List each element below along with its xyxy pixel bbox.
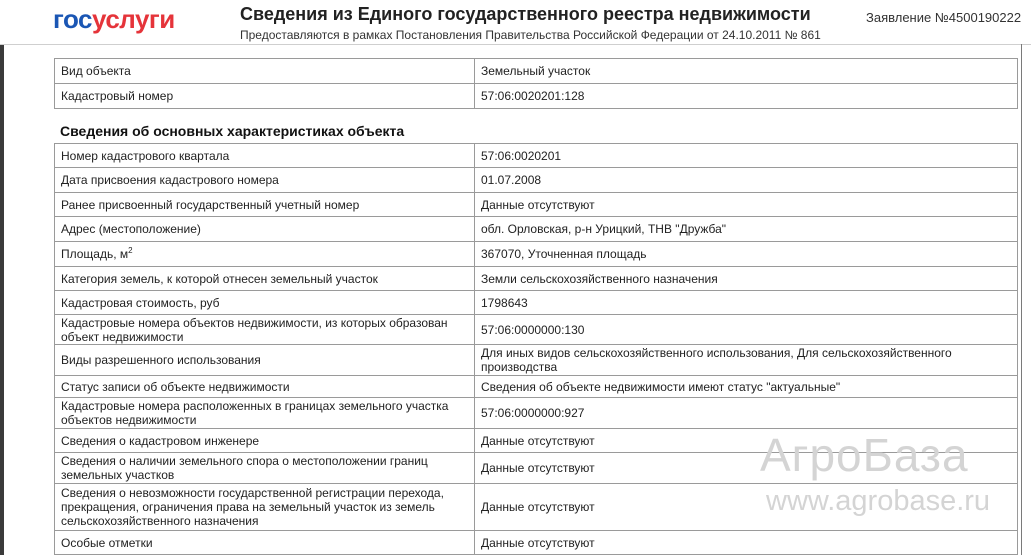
area-unit-superscript: 2 [128, 246, 133, 255]
row-label: Дата присвоения кадастрового номера [55, 168, 475, 193]
row-value: 367070, Уточненная площадь [475, 242, 1018, 267]
table-row [55, 531, 1018, 555]
gosuslugi-logo[interactable] [53, 4, 175, 34]
row-value: Сведения об объекте недвижимости имеют статус "актуальные" [475, 376, 1018, 398]
section-title: Сведения об основных характеристиках объекта [60, 123, 405, 139]
row-label: Вид объекта [55, 59, 475, 84]
row-label: Статус записи об объекте недвижимости [55, 376, 475, 398]
row-label: Кадастровая стоимость, руб [55, 291, 475, 315]
row-value: Данные отсутствуют [475, 429, 1018, 453]
row-label: Особые отметки [55, 531, 475, 555]
table-row [55, 59, 1018, 84]
row-label: Виды разрешенного использования [55, 345, 475, 376]
row-value: Данные отсутствуют [475, 193, 1018, 217]
table-row [55, 168, 1018, 193]
row-label: Номер кадастрового квартала [55, 144, 475, 168]
table-row [55, 193, 1018, 217]
row-value: Данные отсутствуют [475, 484, 1018, 531]
row-label: Сведения о невозможности государственной регистрации перехода, прекращения, ограничения права на земельный участок из земель сельскохозяйственного назначения [55, 484, 475, 531]
row-label: Сведения о кадастровом инженере [55, 429, 475, 453]
watermark-site: www.agrobase.ru [766, 485, 991, 517]
table-row [55, 242, 1018, 267]
table-row [55, 376, 1018, 398]
row-label: Кадастровые номера объектов недвижимости, из которых образован объект недвижимости [55, 315, 475, 345]
row-value: Для иных видов сельскохозяйственного использования, Для сельскохозяйственного производства [475, 345, 1018, 376]
logo-part-uslugi: услуги [92, 4, 175, 34]
row-value: Данные отсутствуют [475, 531, 1018, 555]
left-window-edge [0, 0, 4, 555]
row-value: 57:06:0000000:927 [475, 398, 1018, 429]
row-label: Сведения о наличии земельного спора о местоположении границ земельных участков [55, 453, 475, 484]
table-row [55, 291, 1018, 315]
row-value: Земли сельскохозяйственного назначения [475, 267, 1018, 291]
right-page-edge [1021, 44, 1022, 555]
row-value: Земельный участок [475, 59, 1018, 84]
row-value: 1798643 [475, 291, 1018, 315]
page-header [0, 0, 1031, 45]
row-label [55, 242, 475, 267]
row-label: Категория земель, к которой отнесен земельный участок [55, 267, 475, 291]
row-value: 57:06:0020201 [475, 144, 1018, 168]
page-subtitle: Предоставляются в рамках Постановления Правительства Российской Федерации от 24.10.2011 № 861 [240, 28, 821, 42]
row-label: Кадастровые номера расположенных в границах земельного участка объектов недвижимости [55, 398, 475, 429]
object-info-table [54, 58, 1018, 109]
table-row [55, 267, 1018, 291]
table-row [55, 398, 1018, 429]
area-label-text: Площадь, м [61, 247, 129, 261]
watermark-brand: АгроБаза [760, 429, 969, 481]
row-value: 57:06:0020201:128 [475, 84, 1018, 109]
row-value: обл. Орловская, р-н Урицкий, ТНВ "Дружба" [475, 217, 1018, 242]
row-value: Данные отсутствуют [475, 453, 1018, 484]
table-row [55, 84, 1018, 109]
row-label: Адрес (местоположение) [55, 217, 475, 242]
application-number: Заявление №4500190222 [866, 10, 1022, 25]
table-row [55, 144, 1018, 168]
table-row [55, 217, 1018, 242]
page-title: Сведения из Единого государственного реестра недвижимости [240, 4, 811, 24]
row-value: 01.07.2008 [475, 168, 1018, 193]
table-row [55, 315, 1018, 345]
logo-part-gos: гос [53, 4, 92, 34]
row-label: Кадастровый номер [55, 84, 475, 109]
row-value: 57:06:0000000:130 [475, 315, 1018, 345]
table-row [55, 345, 1018, 376]
row-label: Ранее присвоенный государственный учетный номер [55, 193, 475, 217]
